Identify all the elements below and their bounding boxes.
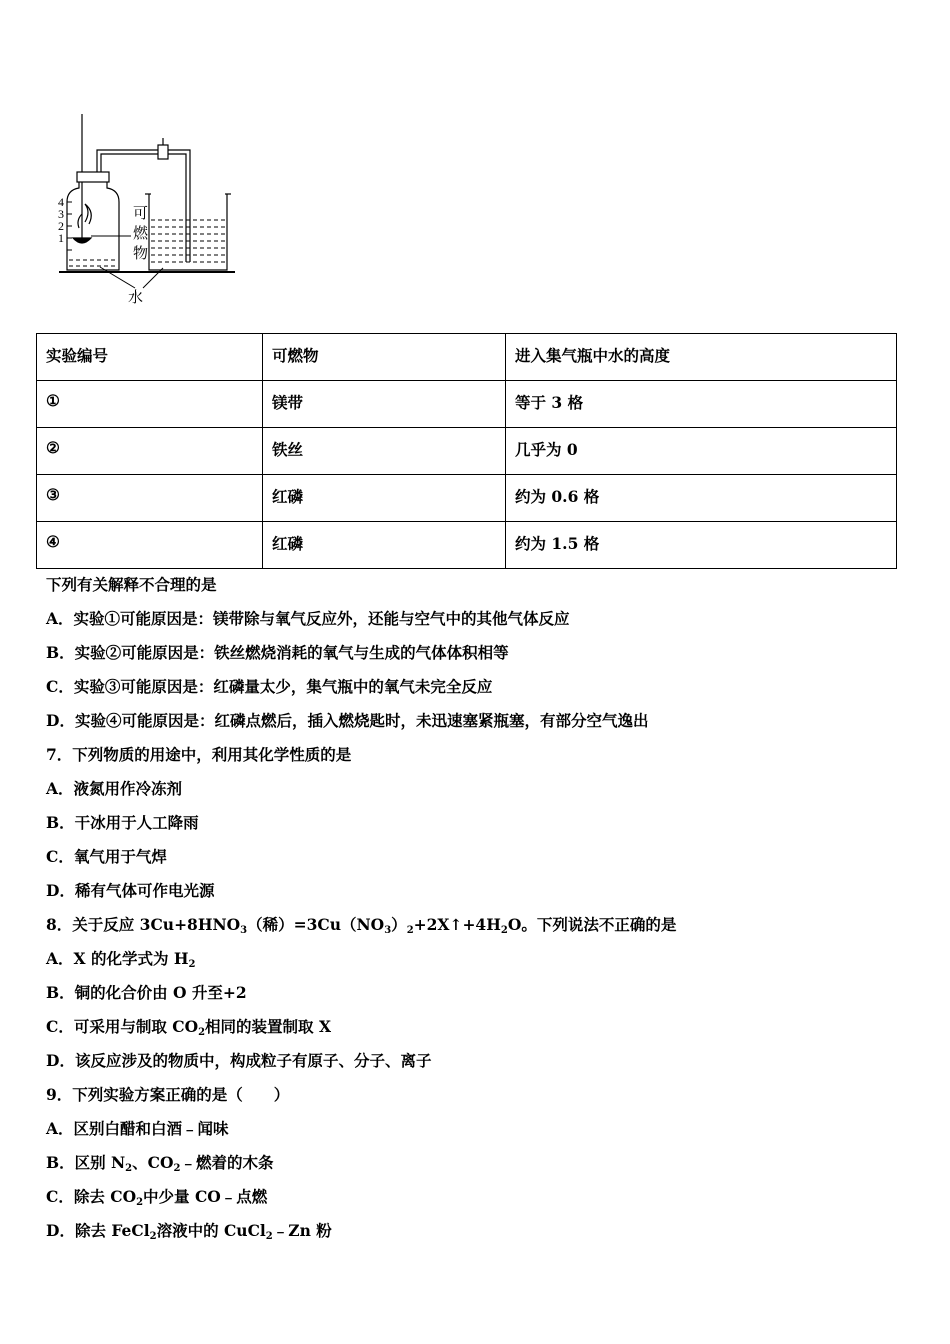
table-cell: 红磷 xyxy=(263,475,506,522)
q8-stem: 8．关于反应 $3Cu+8HNO_3$（稀）$=3Cu(NO_3)_2+2X↑+4H_2O$。下列说法不正确的是 xyxy=(46,915,677,936)
scale-label-1: 1 xyxy=(58,231,64,245)
table-cell: ① xyxy=(37,381,263,428)
table-cell: 红磷 xyxy=(263,522,506,569)
table-cell: 等于 3 格 xyxy=(506,381,897,428)
q6-option-d: D．实验④可能原因是：红磷点燃后，插入燃烧匙时，未迅速塞紧瓶塞，有部分空气逸出 xyxy=(46,711,649,730)
table-row xyxy=(37,522,897,569)
table-cell: ② xyxy=(37,428,263,475)
q7-option-a: A．液氮用作冷冻剂 xyxy=(46,779,183,798)
q6-option-b: B．实验②可能原因是：铁丝燃烧消耗的氧气与生成的气体体积相等 xyxy=(46,643,509,662)
table-cell: 镁带 xyxy=(263,381,506,428)
table-row xyxy=(37,428,897,475)
water-label: 水 xyxy=(128,288,144,306)
q6-option-a: A．实验①可能原因是：镁带除与氧气反应外，还能与空气中的其他气体反应 xyxy=(46,609,570,628)
table-cell: 几乎为 0 xyxy=(506,428,897,475)
q7-option-c: C．氧气用于气焊 xyxy=(46,847,167,866)
q7-stem: 7．下列物质的用途中，利用其化学性质的是 xyxy=(46,745,352,764)
table-cell: 铁丝 xyxy=(263,428,506,475)
table-cell: 约为 0.6 格 xyxy=(506,475,897,522)
table-cell: 约为 1.5 格 xyxy=(506,522,897,569)
q8-option-b: B．铜的化合价由 O 升至+2 xyxy=(46,983,247,1002)
q6-option-c: C．实验③可能原因是：红磷量太少，集气瓶中的氧气未完全反应 xyxy=(46,677,493,696)
q9-option-a: A．区别白醋和白酒﹣闻味 xyxy=(46,1119,229,1138)
table-row xyxy=(37,475,897,522)
scale-label-2: 2 xyxy=(58,219,64,233)
combustible-label-2: 燃 xyxy=(133,224,149,242)
apparatus-diagram xyxy=(55,110,245,310)
combustible-label-1: 可 xyxy=(133,204,149,222)
scale-label-3: 3 xyxy=(58,207,64,221)
scale-label-4: 4 xyxy=(58,195,64,209)
q8-option-a: A．X 的化学式为 $H_2$ xyxy=(46,949,196,970)
q9-option-d: D．除去 FeCl$_2$溶液中的 CuCl$_2$﹣Zn 粉 xyxy=(46,1221,332,1242)
header-cell: 可燃物 xyxy=(263,334,506,381)
q9-stem: 9．下列实验方案正确的是（ ） xyxy=(46,1085,290,1104)
q8-option-d: D．该反应涉及的物质中，构成粒子有原子、分子、离子 xyxy=(46,1051,432,1070)
q9-option-c: C．除去 $CO_2$中少量 CO﹣点燃 xyxy=(46,1187,268,1208)
q6-stem: 下列有关解释不合理的是 xyxy=(46,575,217,594)
experiment-table xyxy=(36,333,897,569)
q9-option-b: B．区别 $N_2$、$CO_2﹣$燃着的木条 xyxy=(46,1153,274,1174)
table-row xyxy=(37,381,897,428)
q7-option-b: B．干冰用于人工降雨 xyxy=(46,813,199,832)
q8-option-c: C．可采用与制取 $CO_2$相同的装置制取 X xyxy=(46,1017,331,1038)
combustible-label-3: 物 xyxy=(133,244,149,262)
table-cell: ③ xyxy=(37,475,263,522)
header-cell: 实验编号 xyxy=(37,334,263,381)
header-cell: 进入集气瓶中水的高度 xyxy=(506,334,897,381)
table-header-row xyxy=(37,334,897,381)
q7-option-d: D．稀有气体可作电光源 xyxy=(46,881,215,900)
table-cell: ④ xyxy=(37,522,263,569)
